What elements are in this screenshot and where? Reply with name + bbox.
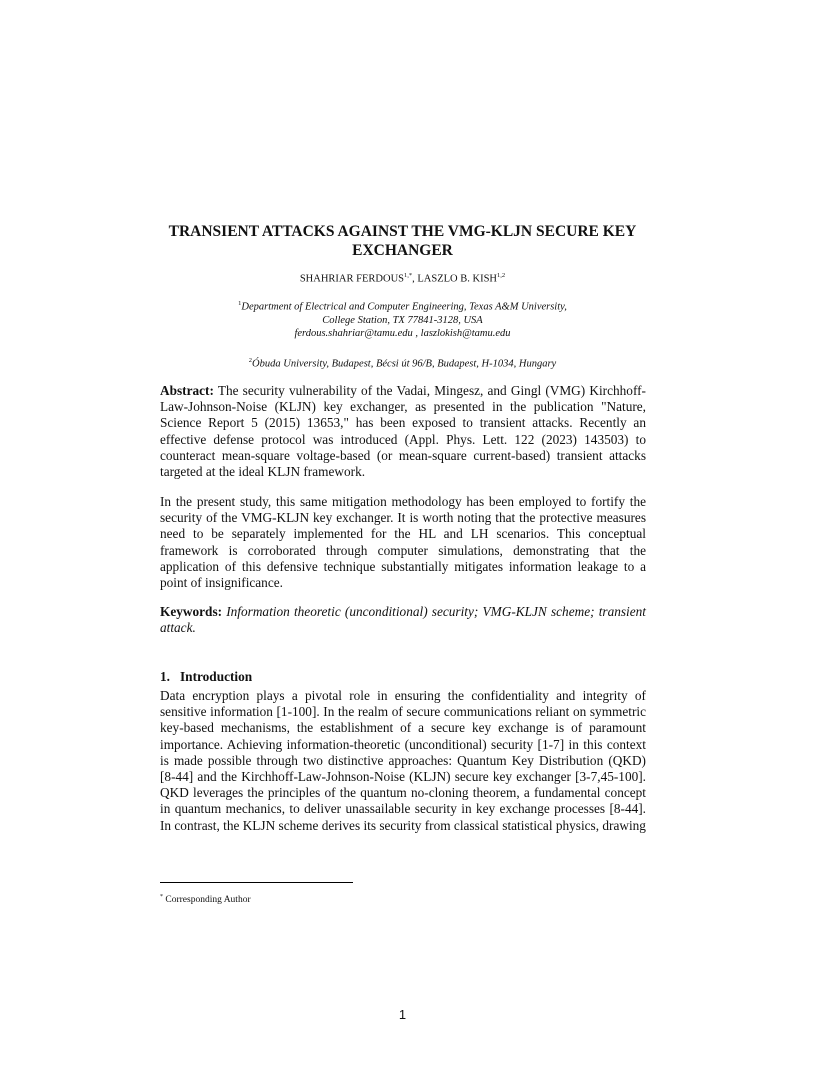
section-title: Introduction <box>180 669 253 684</box>
author-name: LASZLO B. KISH <box>417 273 498 285</box>
affiliation-text: Department of Electrical and Computer Engineering, Texas A&M University, <box>241 301 567 313</box>
footnote <box>160 891 251 906</box>
affiliation-text: Óbuda University, Budapest, Bécsi út 96/B, Budapest, H-1034, Hungary <box>252 358 557 370</box>
affiliation-marker: 2 <box>248 357 253 364</box>
section-heading <box>160 669 252 685</box>
section-number: 1. <box>160 669 170 684</box>
keywords <box>160 604 646 636</box>
paper-title: TRANSIENT ATTACKS AGAINST THE VMG-KLJN SECURE KEY EXCHANGER <box>168 223 637 259</box>
affiliation-line <box>150 297 655 314</box>
affiliation-marker: 1 <box>238 300 242 307</box>
author-affiliation-marker: 1,* <box>404 272 413 279</box>
footnote-divider <box>160 882 353 883</box>
abstract-text: The security vulnerability of the Vadai, Mingesz, and Gingl (VMG) Kirchhoff-Law-Johnson-Noise (KLJN) key exchanger, as presented in the publication "Nature, Science Report 5 (2015) 13653," has been exposed to transient attacks. Recently an effective defense protocol was introduced (Appl. Phys. Lett. 122 (2023) 143503) to counteract mean-square voltage-based (or mean-square current-based) transient attacks targeted at the ideal KLJN framework. <box>160 383 646 480</box>
footnote-marker: * <box>160 894 163 900</box>
keywords-label: Keywords: <box>160 604 223 619</box>
abstract-label: Abstract: <box>160 383 214 398</box>
author-emails: ferdous.shahriar@tamu.edu , laszlokish@tamu.edu <box>294 327 511 339</box>
page-number: 1 <box>398 1007 407 1022</box>
author-separator: , <box>412 273 418 285</box>
affiliation-1 <box>150 297 655 340</box>
abstract-paragraph-2: In the present study, this same mitigation methodology has been employed to fortify the security of the VMG-KLJN key exchanger. It is worth noting that the protective measures need to be separately implemented for the HL and LH scenarios. This conceptual framework is corroborated through computer simulations, demonstrating that the application of this defensive technique substantially mitigates information leakage to a point of insignificance. <box>160 494 646 591</box>
keywords-text: Information theoretic (unconditional) security; VMG-KLJN scheme; transient attack. <box>160 604 646 636</box>
author-name: SHAHRIAR FERDOUS <box>299 273 404 285</box>
affiliation-line: College Station, TX 77841-3128, USA <box>322 314 483 326</box>
introduction-paragraph: Data encryption plays a pivotal role in ensuring the confidentiality and integrity of sensitive information [1-100]. In the realm of secure communications reliant on symmetric key-based mechanisms, the establishment of a secure key exchange is of paramount importance. Achieving information-theoretic (unconditional) security [1-7] in this context is made possible through two distinctive approaches: Quantum Key Distribution (QKD) [8-44] and the Kirchhoff-Law-Johnson-Noise (KLJN) secure key exchanger [3-7,45-100]. QKD leverages the principles of the quantum no-cloning theorem, a fundamental concept in quantum mechanics, to deliver unassailable security in key exchange processes [8-44]. In contrast, the KLJN scheme derives its security from classical statistical physics, drawing <box>160 688 646 833</box>
abstract <box>160 383 646 480</box>
affiliation-2 <box>150 354 655 371</box>
author-affiliation-marker: 1,2 <box>497 272 506 279</box>
author-list <box>150 269 655 286</box>
footnote-text: Corresponding Author <box>163 895 251 906</box>
